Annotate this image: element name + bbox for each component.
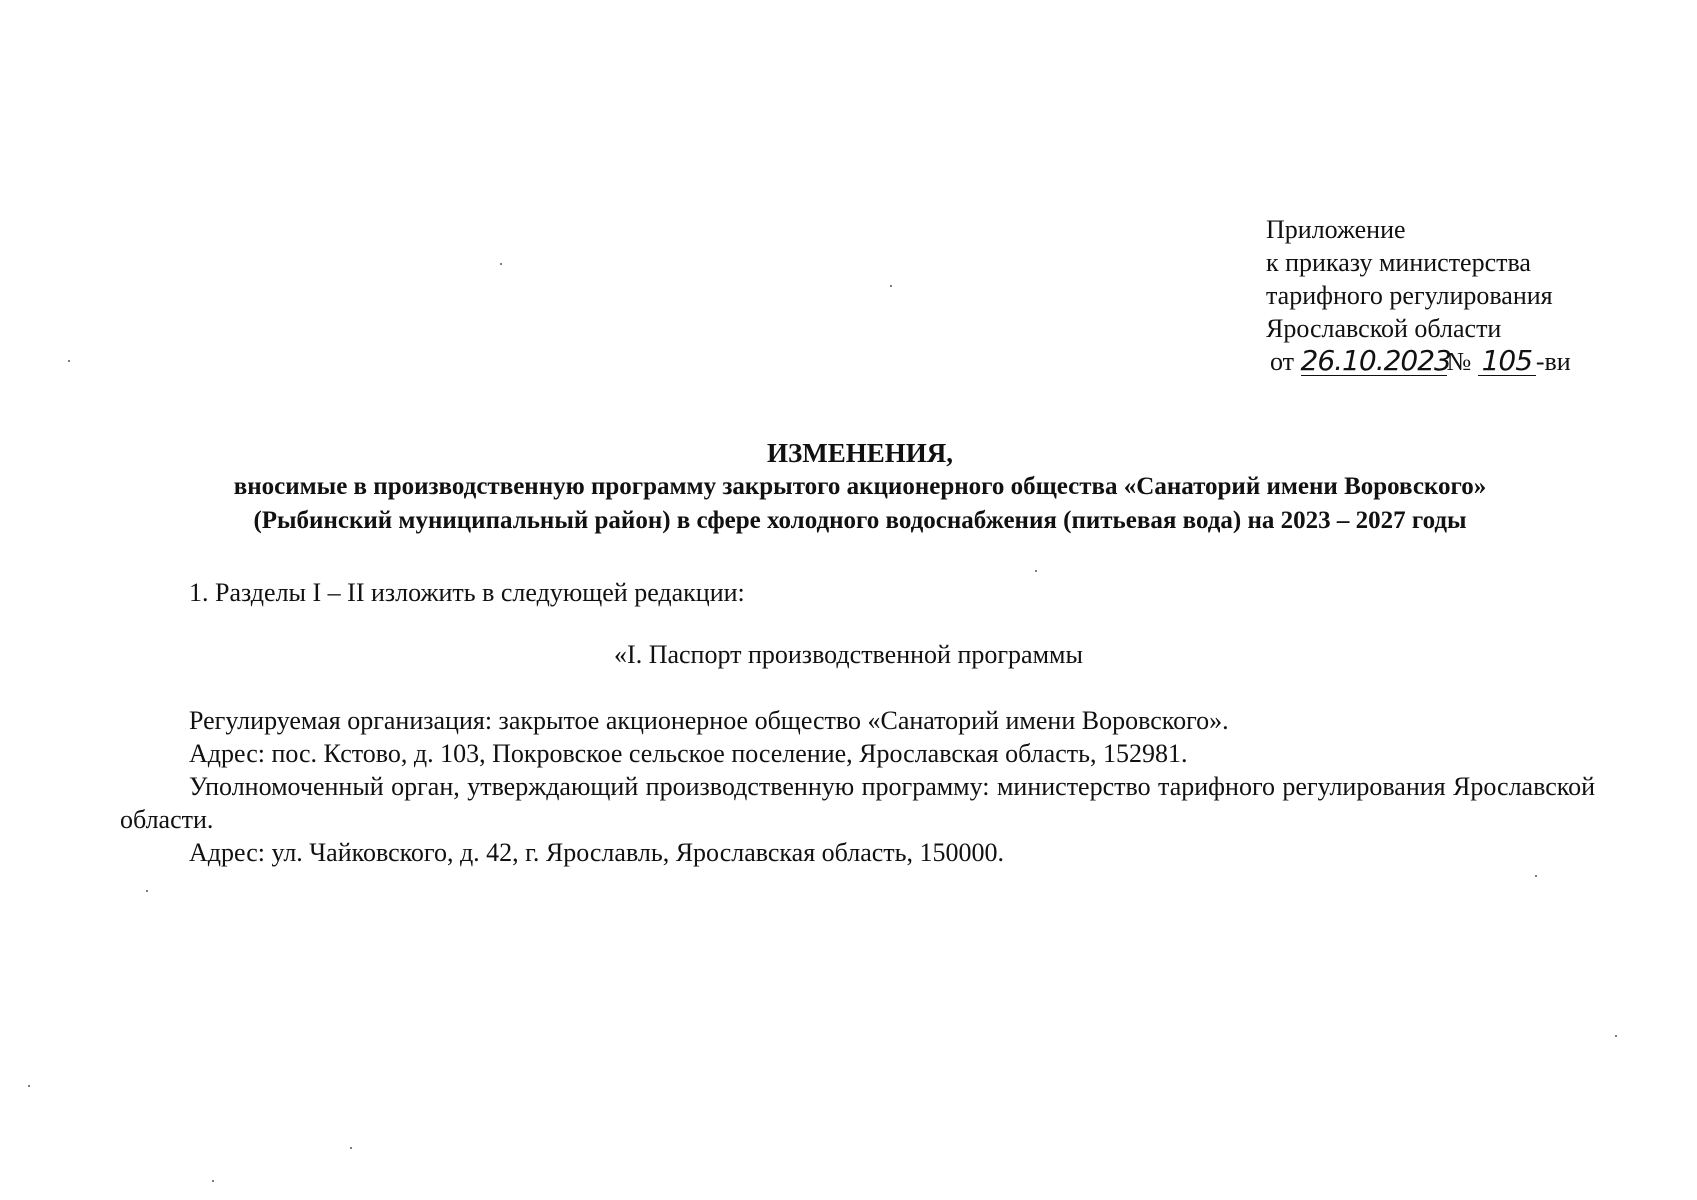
scan-speck [1535, 875, 1537, 877]
title-main: ИЗМЕНЕНИЯ, [766, 438, 953, 468]
passport-section [120, 704, 1595, 869]
scan-speck [500, 263, 502, 265]
scan-speck [28, 1085, 30, 1087]
section-heading: «I. Паспорт производственной программы [614, 640, 1083, 669]
scan-speck [350, 1147, 352, 1149]
appendix-line-1: Приложение [1266, 215, 1406, 244]
scan-speck [1615, 1035, 1617, 1037]
scan-speck [68, 360, 70, 362]
paragraph-organization-address: Адрес: пос. Кстово, д. 103, Покровское сельское поселение, Ярославская область, 152981. [189, 739, 1188, 768]
order-line [1266, 345, 1676, 378]
appendix-line-4: Ярославской области [1266, 314, 1502, 343]
paragraph-organization: Регулируемая организация: закрытое акционерное общество «Санаторий имени Воровского». [189, 706, 1229, 735]
item-1-text: 1. Разделы I – II изложить в следующей редакции: [189, 578, 745, 607]
order-date-handwritten: 26.10.2023 [1300, 344, 1451, 377]
scan-speck [1035, 570, 1037, 572]
scan-speck [212, 1180, 214, 1182]
paragraph-authority-address: Адрес: ул. Чайковского, д. 42, г. Ярославль, Ярославская область, 150000. [189, 838, 1005, 867]
appendix-line-3: тарифного регулирования [1266, 281, 1553, 310]
title-line-2: вносимые в производственную программу закрытого акционерного общества «Санаторий имени Воровского» [233, 473, 1487, 500]
title-line-3: (Рыбинский муниципальный район) в сфере холодного водоснабжения (питьевая вода) на 2023 – 2027 годы [253, 507, 1467, 534]
scan-speck [146, 890, 148, 892]
appendix-line-2: к приказу министерства [1266, 248, 1531, 277]
order-prefix: от [1270, 347, 1295, 376]
document-title [120, 436, 1600, 538]
appendix-block [1266, 213, 1676, 378]
paragraph-authorized-body: Уполномоченный орган, утверждающий производственную программу: министерство тарифного регулирования Ярославской области. [120, 772, 1595, 834]
order-suffix: -ви [1535, 347, 1571, 376]
number-sign: № [1446, 347, 1472, 376]
scan-speck [890, 285, 892, 287]
order-number-handwritten: 105 [1478, 347, 1536, 376]
